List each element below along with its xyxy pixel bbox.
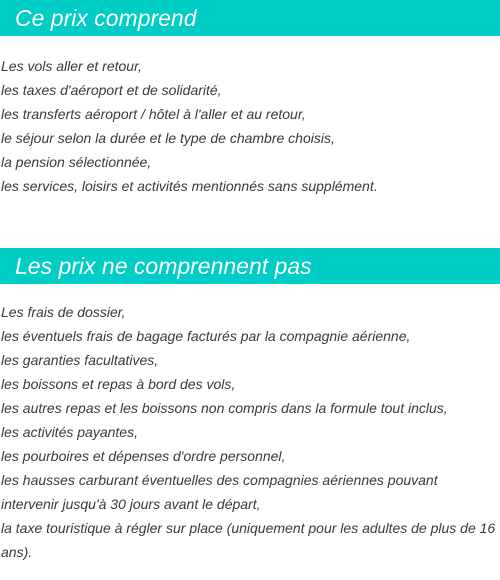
list-item: la pension sélectionnée, [1, 154, 152, 170]
included-section [0, 0, 500, 198]
excluded-section [0, 248, 500, 564]
list-item: Les frais de dossier, [1, 304, 126, 320]
list-item: le séjour selon la durée et le type de chambre choisis, [1, 130, 335, 146]
list-item: les hausses carburant éventuelles des compagnies aériennes pouvant intervenir jusqu'à 30 jours avant le départ, [1, 472, 438, 512]
included-section-title: Ce prix comprend [0, 0, 500, 36]
included-list [0, 54, 500, 198]
list-item: les taxes d'aéroport et de solidarité, [1, 82, 222, 98]
list-item: Les vols aller et retour, [1, 58, 142, 74]
list-item: les boissons et repas à bord des vols, [1, 376, 236, 392]
list-item: les pourboires et dépenses d'ordre personnel, [1, 448, 286, 464]
list-item: les autres repas et les boissons non compris dans la formule tout inclus, [1, 400, 448, 416]
list-item: les services, loisirs et activités mentionnés sans supplément. [1, 178, 378, 194]
list-item: les activités payantes, [1, 424, 138, 440]
list-item: les garanties facultatives, [1, 352, 159, 368]
list-item: la taxe touristique à régler sur place (uniquement pour les adultes de plus de 16 ans). [1, 520, 496, 560]
excluded-section-title: Les prix ne comprennent pas [0, 248, 500, 284]
list-item: les transferts aéroport / hôtel à l'aller et au retour, [1, 106, 306, 122]
excluded-list [0, 300, 500, 564]
list-item: les éventuels frais de bagage facturés par la compagnie aérienne, [1, 328, 411, 344]
